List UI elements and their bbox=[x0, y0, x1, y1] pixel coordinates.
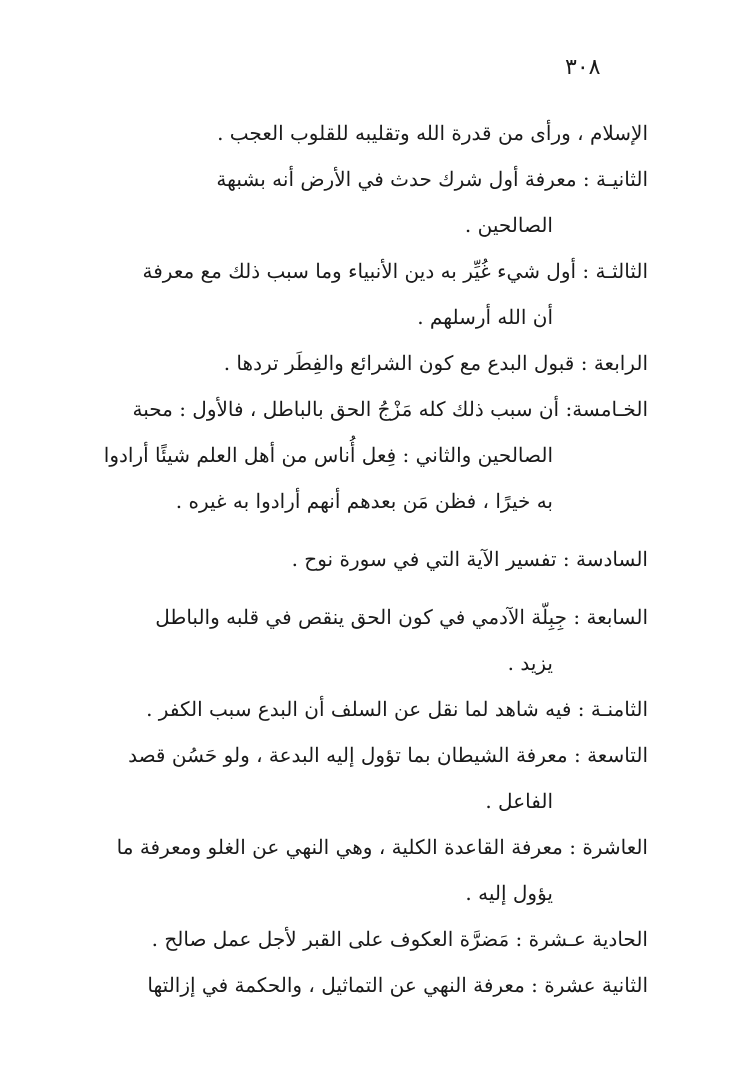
spacer bbox=[70, 582, 648, 594]
text-line-11: السابعة : جِبِلّة الآدمي في كون الحق ينقص في قلبه والباطل bbox=[155, 605, 648, 629]
text-line-17: يؤول إليه . bbox=[465, 881, 553, 905]
spacer bbox=[70, 524, 648, 536]
text-line-2: الثانيـة : معرفة أول شرك حدث في الأرض أنه بشبهة bbox=[216, 167, 648, 191]
page-body bbox=[70, 110, 648, 1008]
text-line-4: الثالثـة : أول شيء غُيِّر به دين الأنبياء وما سبب ذلك مع معرفة bbox=[142, 259, 648, 283]
text-line-14: التاسعة : معرفة الشيطان بما تؤول إليه البدعة ، ولو حَسُن قصد bbox=[128, 743, 648, 767]
text-line-15: الفاعل . bbox=[485, 789, 553, 813]
text-line-5: أن الله أرسلهم . bbox=[417, 305, 553, 329]
text-line-19: الثانية عشرة : معرفة النهي عن التماثيل ، والحكمة في إزالتها bbox=[147, 973, 648, 997]
text-line-1: الإسلام ، ورأى من قدرة الله وتقليبه للقلوب العجب . bbox=[217, 121, 648, 145]
text-line-16: العاشرة : معرفة القاعدة الكلية ، وهي النهي عن الغلو ومعرفة ما bbox=[116, 835, 648, 859]
text-line-6: الرابعة : قبول البدع مع كون الشرائع والفِطَر تردها . bbox=[223, 351, 648, 375]
text-line-10: السادسة : تفسير الآية التي في سورة نوح . bbox=[291, 547, 648, 571]
text-line-7: الخـامسة: أن سبب ذلك كله مَزْجُ الحق بالباطل ، فالأول : محبة bbox=[132, 397, 648, 421]
page-number: ٣٠٨ bbox=[565, 55, 601, 80]
text-line-3: الصالحين . bbox=[464, 213, 553, 237]
text-line-18: الحادية عـشرة : مَضرَّة العكوف على القبر لأجل عمل صالح . bbox=[151, 927, 648, 951]
text-line-9: به خيرًا ، فظن مَن بعدهم أنهم أرادوا به غيره . bbox=[175, 489, 553, 513]
text-line-13: الثامنـة : فيه شاهد لما نقل عن السلف أن البدع سبب الكفر . bbox=[146, 697, 648, 721]
text-line-12: يزيد . bbox=[507, 651, 553, 675]
text-line-8: الصالحين والثاني : فِعل أُناس من أهل العلم شيئًا أرادوا bbox=[103, 443, 553, 467]
